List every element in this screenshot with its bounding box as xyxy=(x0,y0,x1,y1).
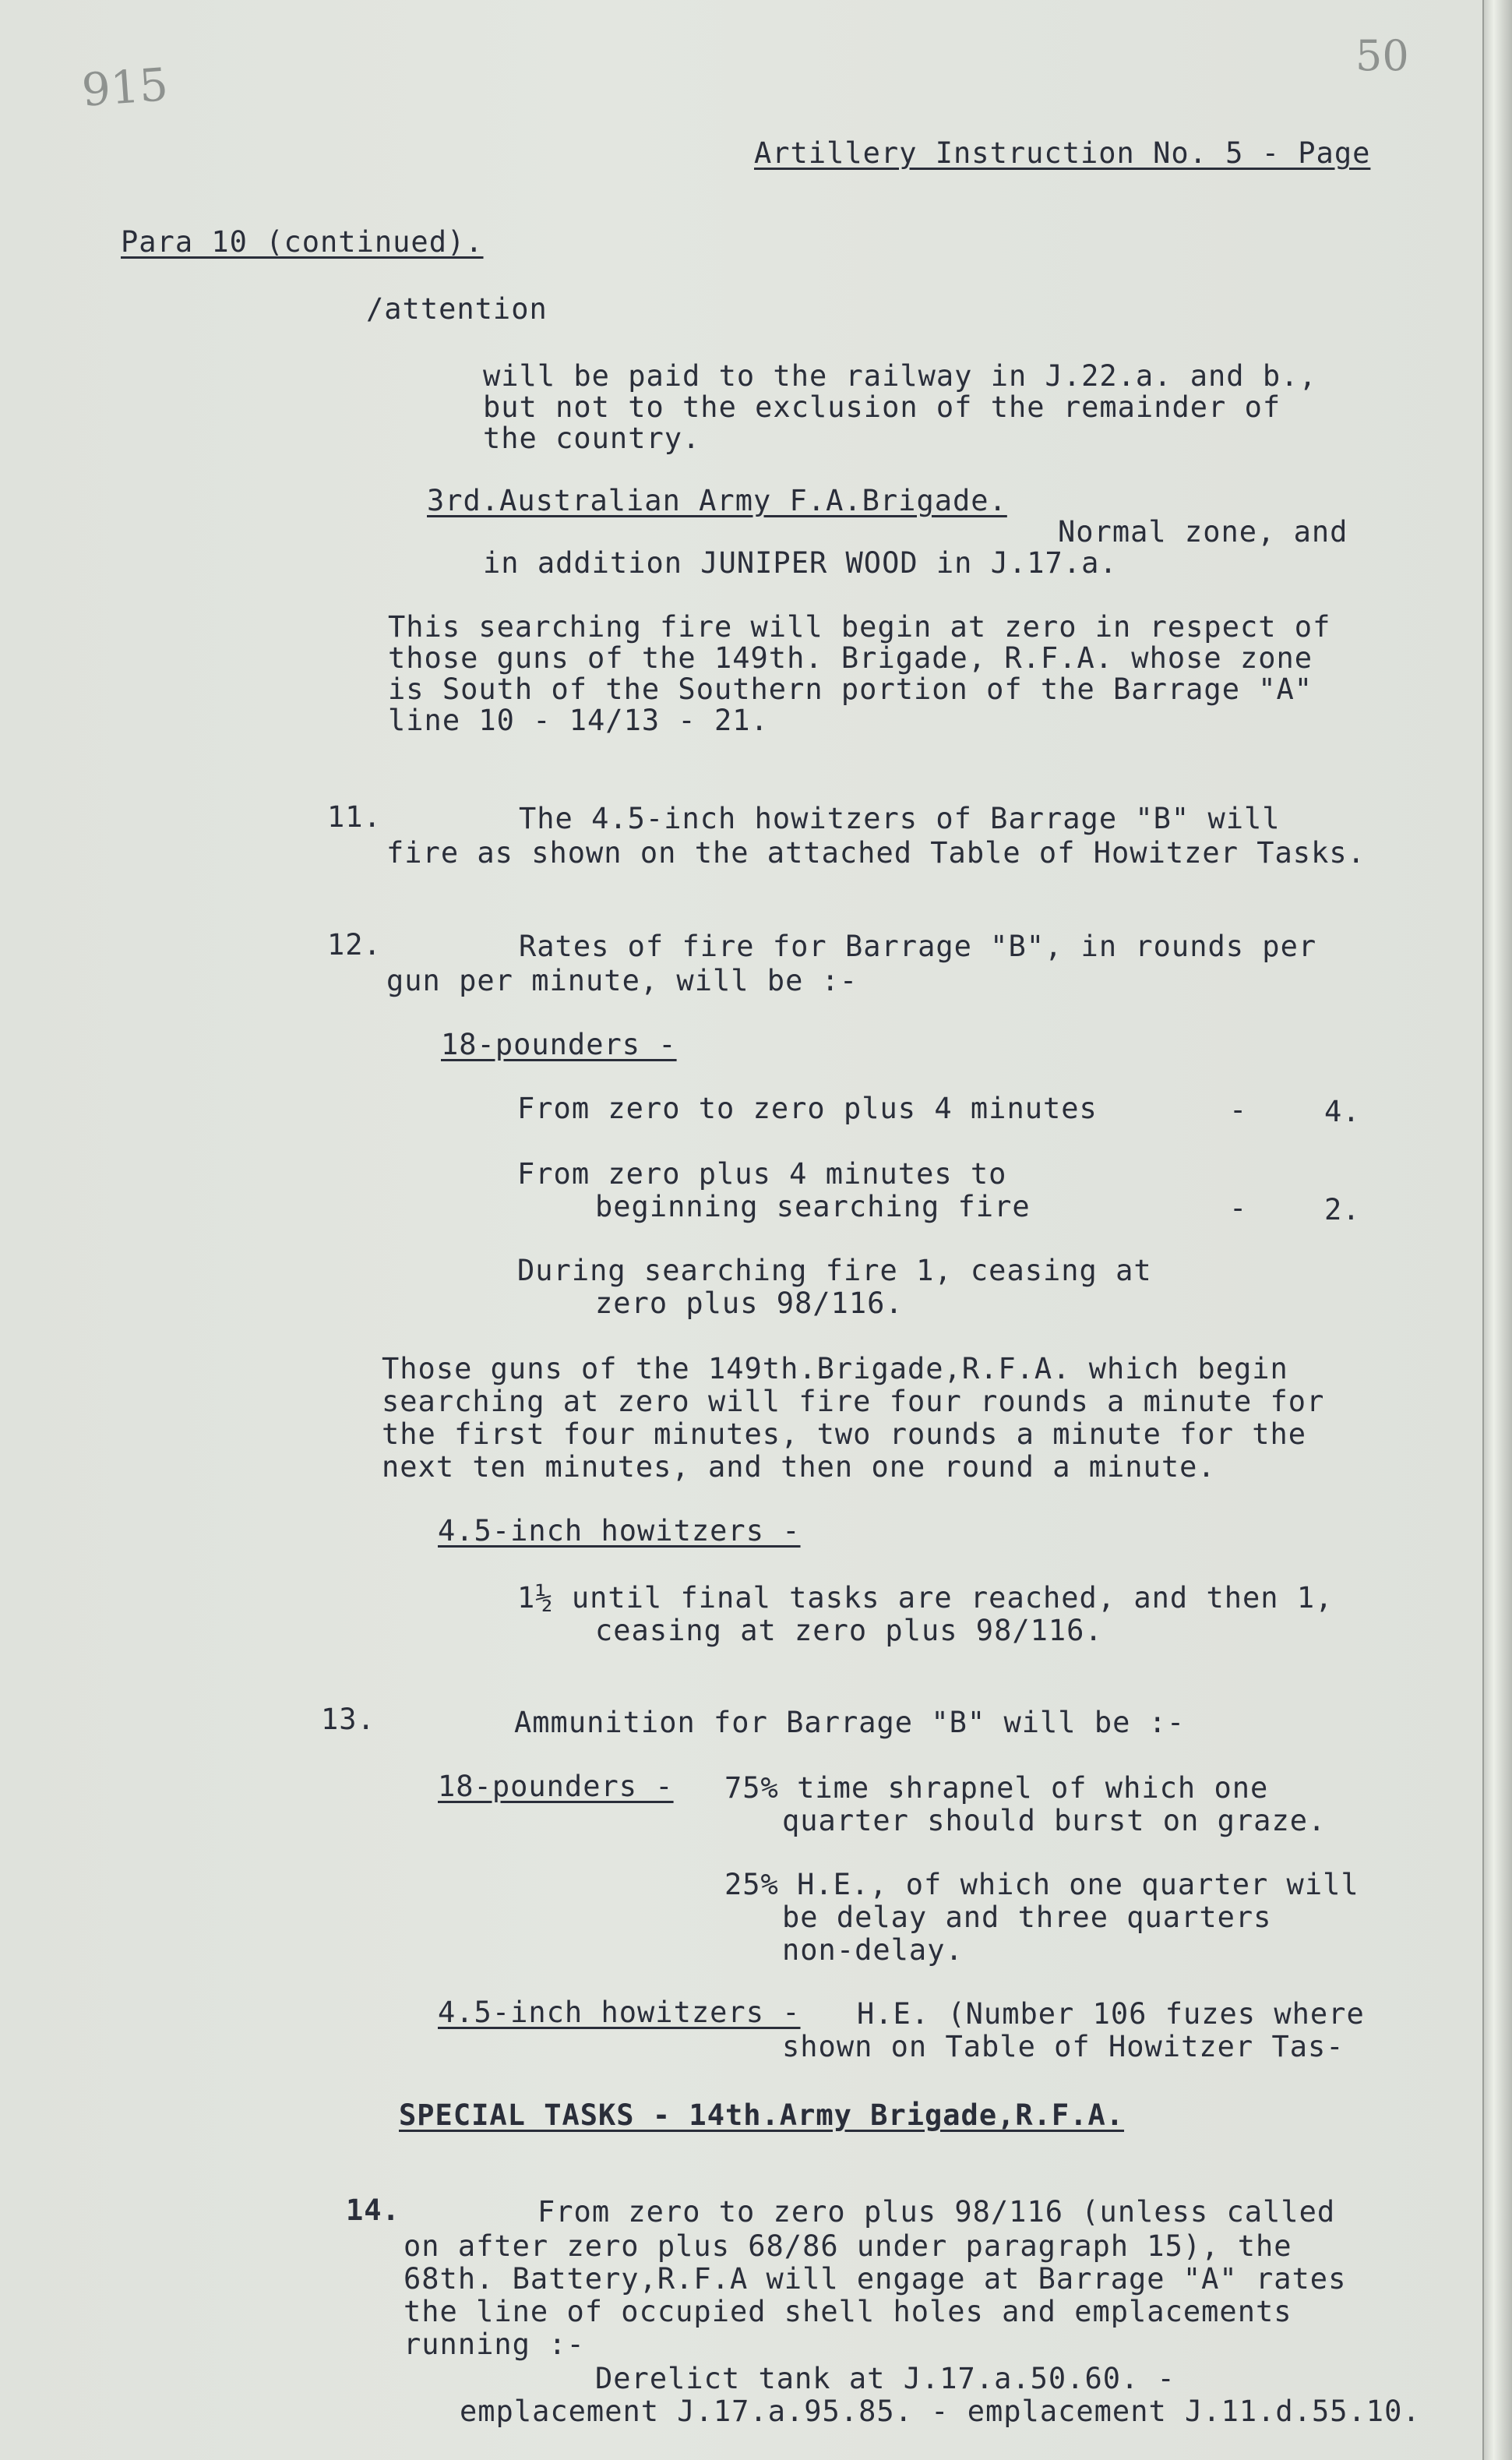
para12-line-2: gun per minute, will be :- xyxy=(386,964,858,997)
folio-number-left: 915 xyxy=(79,58,170,117)
rate-3-label-b: zero plus 98/116. xyxy=(595,1286,904,1320)
searching-fire-line-1: This searching fire will begin at zero in respect of xyxy=(388,610,1331,644)
para13-18-pounders-heading: 18-pounders - xyxy=(438,1770,674,1803)
rate-2-label-b: beginning searching fire xyxy=(595,1190,1031,1223)
brigade-guns-line-2: searching at zero will fire four rounds a minute for xyxy=(382,1385,1325,1418)
searching-fire-line-4: line 10 - 14/13 - 21. xyxy=(388,704,769,737)
para12-line-1: Rates of fire for Barrage "B", in rounds per xyxy=(519,930,1317,963)
page-binding-edge xyxy=(1482,0,1512,2460)
para10-line-1: will be paid to the railway in J.22.a. and b., xyxy=(483,359,1317,393)
para13-line-1: Ammunition for Barrage "B" will be :- xyxy=(514,1706,1186,1739)
para14-line-1: From zero to zero plus 98/116 (unless called xyxy=(537,2195,1336,2229)
rate-3-label-a: During searching fire 1, ceasing at xyxy=(517,1254,1152,1287)
howitzer-rate-line-2: ceasing at zero plus 98/116. xyxy=(595,1614,1103,1647)
attention-line: /attention xyxy=(366,292,548,326)
ammo-shrapnel-line-2: quarter should burst on graze. xyxy=(782,1804,1327,1837)
folio-number-right: 50 xyxy=(1355,31,1409,80)
australian-zone-line-1: Normal zone, and xyxy=(1058,515,1348,549)
ammo-he-line-2: be delay and three quarters xyxy=(782,1901,1272,1934)
para11-number: 11. xyxy=(327,800,382,834)
rate-1-dash: - xyxy=(1229,1093,1248,1127)
para11-line-1: The 4.5-inch howitzers of Barrage "B" will xyxy=(519,802,1281,835)
para13-number: 13. xyxy=(321,1703,375,1736)
howitzer-ammo-line-1: H.E. (Number 106 fuzes where xyxy=(857,1997,1365,2031)
australian-zone-line-2: in addition JUNIPER WOOD in J.17.a. xyxy=(483,546,1118,580)
para12-18-pounders-heading: 18-pounders - xyxy=(441,1028,677,1061)
australian-brigade-heading: 3rd.Australian Army F.A.Brigade. xyxy=(427,484,1007,517)
para14-line-4: the line of occupied shell holes and emplacements xyxy=(404,2295,1292,2328)
searching-fire-line-2: those guns of the 149th. Brigade, R.F.A. whose zone xyxy=(388,641,1313,675)
special-tasks-heading: SPECIAL TASKS - 14th.Army Brigade,R.F.A. xyxy=(399,2098,1125,2132)
searching-fire-line-3: is South of the Southern portion of the Barrage "A" xyxy=(388,672,1313,706)
para12-number: 12. xyxy=(327,928,382,962)
para14-derelict-line: Derelict tank at J.17.a.50.60. - xyxy=(595,2362,1175,2395)
para10-line-3: the country. xyxy=(483,422,701,455)
rate-2-label-a: From zero plus 4 minutes to xyxy=(517,1157,1007,1191)
para12-howitzers-heading: 4.5-inch howitzers - xyxy=(438,1514,801,1548)
ammo-shrapnel-line-1: 75% time shrapnel of which one xyxy=(724,1771,1269,1805)
ammo-he-line-1: 25% H.E., of which one quarter will xyxy=(724,1868,1359,1901)
rate-2-value: 2. xyxy=(1324,1193,1361,1226)
para11-line-2: fire as shown on the attached Table of Howitzer Tasks. xyxy=(386,836,1366,870)
rate-1-value: 4. xyxy=(1324,1095,1361,1128)
brigade-guns-line-3: the first four minutes, two rounds a minute for the xyxy=(382,1417,1307,1451)
brigade-guns-line-4: next ten minutes, and then one round a minute. xyxy=(382,1450,1216,1484)
para-heading: Para 10 (continued). xyxy=(121,225,484,259)
brigade-guns-line-1: Those guns of the 149th.Brigade,R.F.A. which begin xyxy=(382,1352,1288,1385)
para14-emplacement-line: emplacement J.17.a.95.85. - emplacement J.11.d.55.10. xyxy=(460,2395,1421,2428)
para14-number: 14. xyxy=(346,2194,400,2227)
ammo-he-line-3: non-delay. xyxy=(782,1933,964,1967)
page-header: Artillery Instruction No. 5 - Page xyxy=(754,136,1371,170)
para14-line-2: on after zero plus 68/86 under paragraph 15), the xyxy=(404,2229,1292,2263)
para10-line-2: but not to the exclusion of the remainder of xyxy=(483,390,1281,424)
para13-howitzers-heading: 4.5-inch howitzers - xyxy=(438,1996,801,2029)
rate-1-label: From zero to zero plus 4 minutes xyxy=(517,1092,1098,1125)
para14-line-5: running :- xyxy=(404,2328,585,2361)
para14-line-3: 68th. Battery,R.F.A will engage at Barrage "A" rates xyxy=(404,2262,1347,2296)
howitzer-rate-line-1: 1½ until final tasks are reached, and then 1, xyxy=(517,1581,1334,1615)
rate-2-dash: - xyxy=(1229,1191,1248,1225)
howitzer-ammo-line-2: shown on Table of Howitzer Tas- xyxy=(782,2030,1345,2063)
